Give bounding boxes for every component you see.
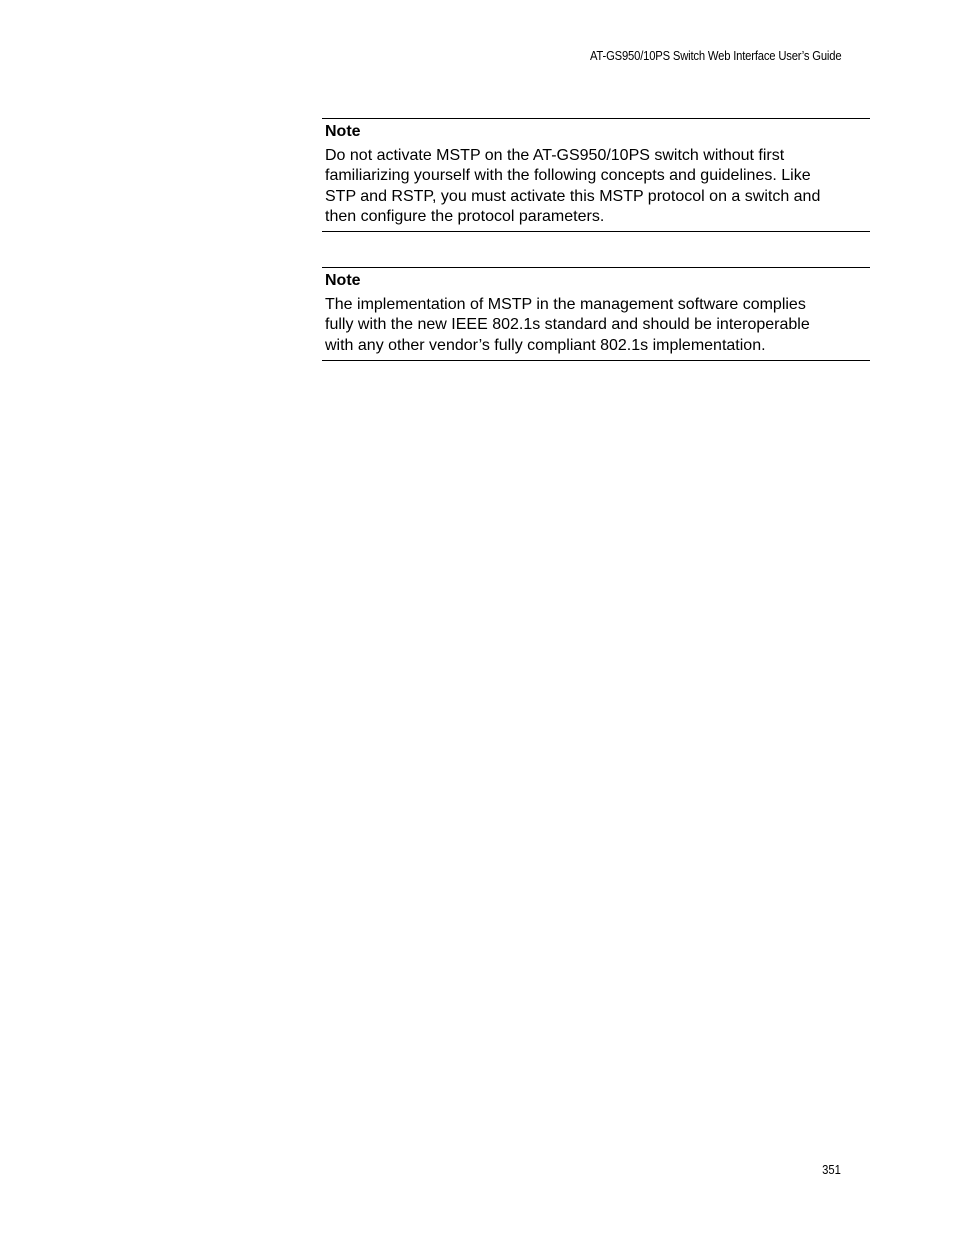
note-heading: Note bbox=[325, 272, 361, 289]
note-line: The implementation of MSTP in the management software complies bbox=[325, 296, 806, 313]
note-box bbox=[322, 267, 870, 361]
note-line: fully with the new IEEE 802.1s standard and should be interoperable bbox=[325, 316, 810, 334]
note-line: familiarizing yourself with the following concepts and guidelines. Like bbox=[325, 167, 811, 185]
note-box bbox=[322, 118, 870, 232]
note-line: with any other vendor’s fully compliant 802.1s implementation. bbox=[325, 336, 766, 354]
page-number: 351 bbox=[822, 1163, 841, 1177]
note-line: STP and RSTP, you must activate this MSTP protocol on a switch and bbox=[325, 187, 821, 205]
note-body bbox=[325, 146, 866, 227]
note-line: then configure the protocol parameters. bbox=[325, 207, 605, 225]
note-heading: Note bbox=[325, 123, 361, 140]
note-line: Do not activate MSTP on the AT-GS950/10PS switch without first bbox=[325, 147, 785, 164]
note-body bbox=[325, 295, 866, 356]
running-header: AT-GS950/10PS Switch Web Interface User’s Guide bbox=[589, 49, 841, 63]
